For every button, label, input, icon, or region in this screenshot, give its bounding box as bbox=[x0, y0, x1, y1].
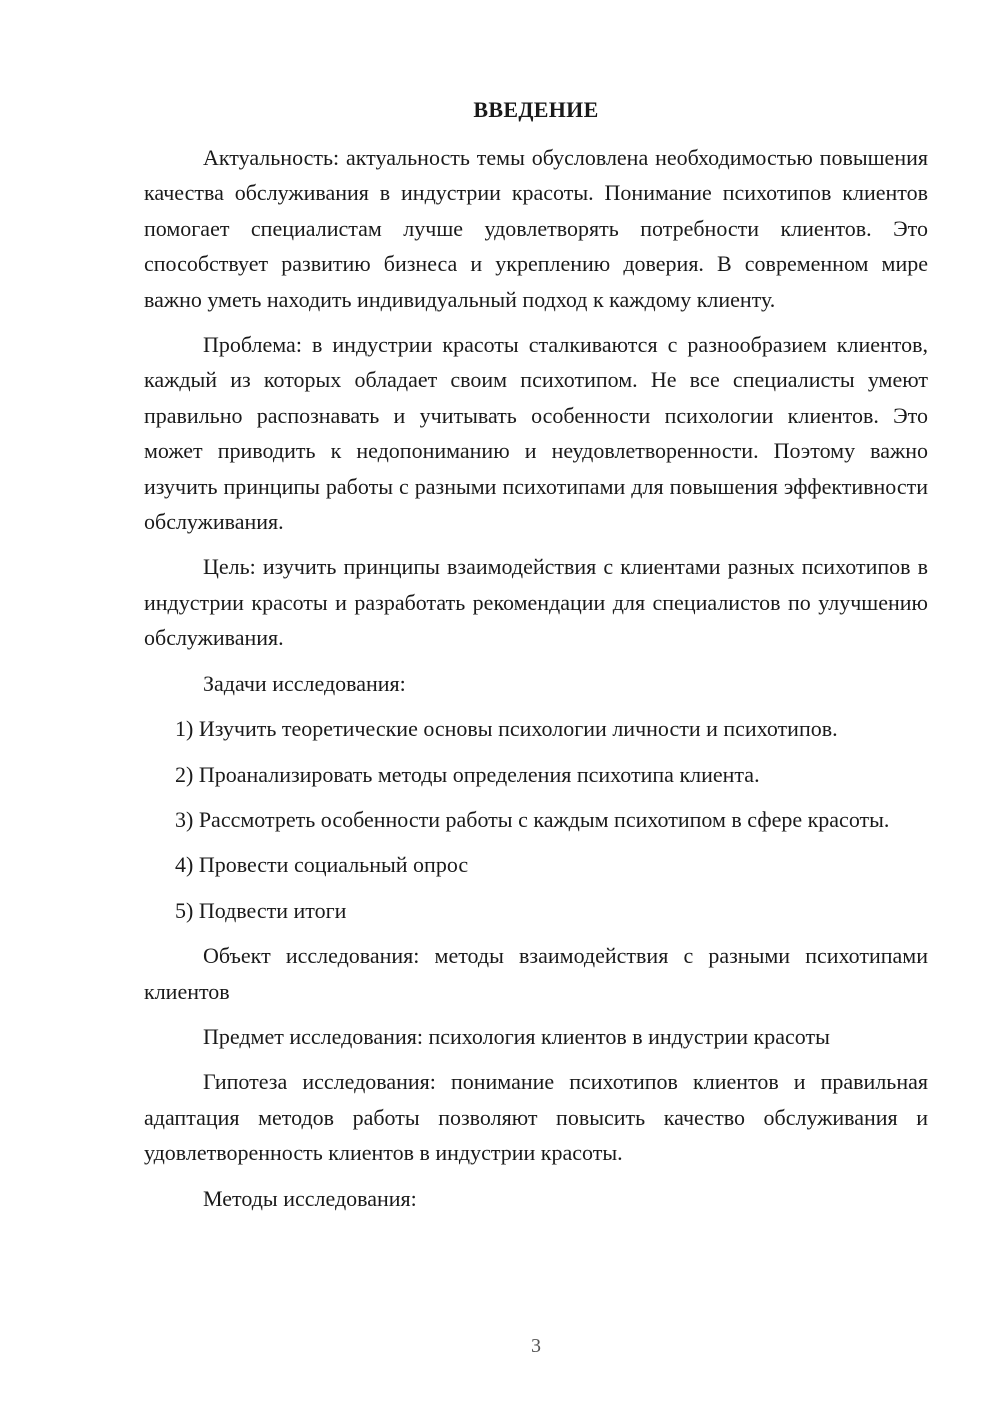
paragraph-relevance: Актуальность: актуальность темы обусловлена необходимостью повышения качества обслуживания в индустрии красоты. Понимание психотипов клиентов помогает специалистам лучше удовлетворять потребности клиентов. Это способствует развитию бизнеса и укреплению доверия. В современном мире важно уметь находить индивидуальный подход к каждому клиенту. bbox=[144, 145, 928, 312]
paragraph-goal: Цель: изучить принципы взаимодействия с клиентами разных психотипов в индустрии красоты и разработать рекомендации для специалистов по улучшению обслуживания. bbox=[144, 554, 928, 651]
task-item-5: 5) Подвести итоги bbox=[175, 897, 347, 923]
task-item-4: 4) Провести социальный опрос bbox=[175, 852, 469, 878]
paragraph-hypothesis: Гипотеза исследования: понимание психотипов клиентов и правильная адаптация методов работы позволяют повысить качество обслуживания и удовлетворенность клиентов в индустрии красоты. bbox=[144, 1069, 928, 1166]
paragraph-object: Объект исследования: методы взаимодействия с разными психотипами клиентов bbox=[144, 943, 928, 1004]
task-item-2: 2) Проанализировать методы определения психотипа клиента. bbox=[175, 761, 760, 787]
task-item-3: 3) Рассмотреть особенности работы с каждым психотипом в сфере красоты. bbox=[175, 806, 890, 832]
document-body bbox=[144, 140, 928, 1216]
section-heading: ВВЕДЕНИЕ bbox=[473, 97, 599, 122]
paragraph-problem: Проблема: в индустрии красоты сталкиваются с разнообразием клиентов, каждый из которых обладает своим психотипом. Не все специалисты умеют правильно распознавать и учитывать особенности психологии клиентов. Это может приводить к недопониманию и неудовлетворенности. Поэтому важно изучить принципы работы с разными психотипами для повышения эффективности обслуживания. bbox=[144, 332, 928, 535]
paragraph-tasks-heading: Задачи исследования: bbox=[203, 670, 406, 696]
paragraph-methods-heading: Методы исследования: bbox=[203, 1185, 417, 1211]
paragraph-subject: Предмет исследования: психология клиентов в индустрии красоты bbox=[203, 1023, 830, 1049]
task-item-1: 1) Изучить теоретические основы психологии личности и психотипов. bbox=[175, 716, 838, 742]
page-number: 3 bbox=[531, 1335, 541, 1357]
